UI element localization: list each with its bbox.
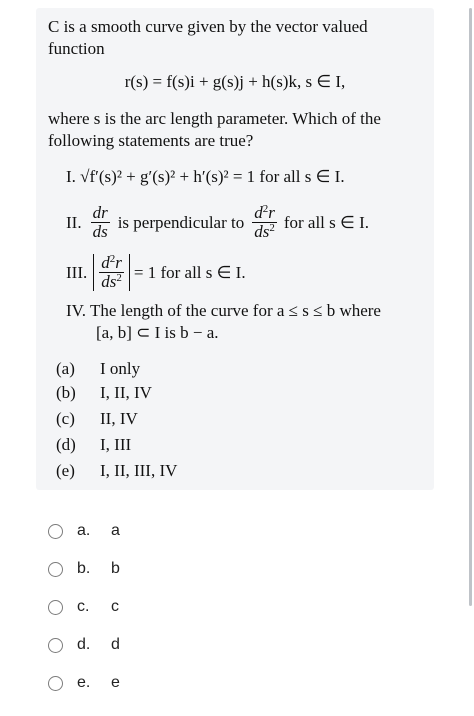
statement-4-line-2: [a, b] ⊂ I is b − a. (96, 323, 219, 342)
scrollbar[interactable] (469, 8, 472, 606)
choice-a-text: I only (100, 359, 141, 378)
answer-option-a[interactable] (48, 518, 120, 544)
intro-line-2: function (48, 39, 105, 58)
statement-1-text: √f′(s)² + g′(s)² + h′(s)² = 1 for all s ∈ I. (80, 167, 345, 186)
choice-a-letter: (a) (56, 359, 75, 378)
statement-3 (66, 254, 246, 291)
vector-equation (36, 71, 434, 93)
answer-d-value: d (111, 636, 120, 653)
radio-a[interactable] (48, 524, 63, 539)
choice-c (56, 408, 138, 430)
choice-e-text: I, II, III, IV (100, 461, 178, 480)
choice-c-text: II, IV (100, 409, 138, 428)
radio-b[interactable] (48, 562, 63, 577)
answer-option-d[interactable] (48, 632, 120, 658)
choice-b-text: I, II, IV (100, 383, 152, 402)
after-line-2: following statements are true? (48, 131, 254, 150)
answer-a-value: a (111, 522, 120, 539)
dr-ds-fraction: $\frac{dr}{ds}$ (92, 203, 108, 241)
statement-4-line-1 (66, 300, 381, 322)
statement-2-end: for all s ∈ I. (283, 212, 369, 232)
statement-1 (66, 166, 345, 188)
radio-d[interactable] (48, 638, 63, 653)
answer-e-label: e. (77, 674, 91, 691)
d2r-ds2-fraction: $\frac{d^2r}{ds^2}$ (254, 203, 275, 241)
radio-e[interactable] (48, 676, 63, 691)
answer-c-label: c. (77, 598, 90, 615)
answer-b-value: b (111, 560, 120, 577)
answer-e-value: e (111, 674, 120, 691)
answer-a-label: a. (77, 522, 91, 539)
answer-option-e[interactable] (48, 670, 120, 696)
question-card (36, 8, 434, 490)
choice-a (56, 358, 140, 380)
statement-4-numeral: IV. (66, 301, 86, 320)
statement-2-mid: is perpendicular to (117, 212, 245, 232)
radio-c[interactable] (48, 600, 63, 615)
answer-option-b[interactable] (48, 556, 120, 582)
answer-d-label: d. (77, 636, 91, 653)
intro-line-1: C is a smooth curve given by the vector valued (48, 17, 368, 36)
choice-b (56, 382, 152, 404)
answer-c-value: c (111, 598, 119, 615)
equation-text: r(s) = f(s)i + g(s)j + h(s)k, s ∈ I, (124, 72, 346, 91)
choice-e (56, 460, 177, 482)
after-line-1: where s is the arc length parameter. Which of the (48, 109, 381, 128)
choice-d-text: I, III (100, 435, 132, 454)
statement-3-numeral: III. (66, 262, 88, 282)
statement-4-text-1: The length of the curve for a ≤ s ≤ b where (89, 301, 381, 320)
choice-d-letter: (d) (56, 435, 76, 454)
statement-1-numeral: I. (66, 167, 76, 186)
choice-d (56, 434, 131, 456)
answer-b-label: b. (77, 560, 91, 577)
choice-c-letter: (c) (56, 409, 75, 428)
statement-3-end: = 1 for all s ∈ I. (133, 262, 246, 282)
answer-option-c[interactable] (48, 594, 119, 620)
abs-d2r-ds2: $\frac{d^2r}{ds^2}$ (93, 254, 130, 291)
statement-2-numeral: II. (66, 212, 82, 232)
choice-b-letter: (b) (56, 383, 76, 402)
statement-2 (66, 204, 369, 241)
choice-e-letter: (e) (56, 461, 75, 480)
